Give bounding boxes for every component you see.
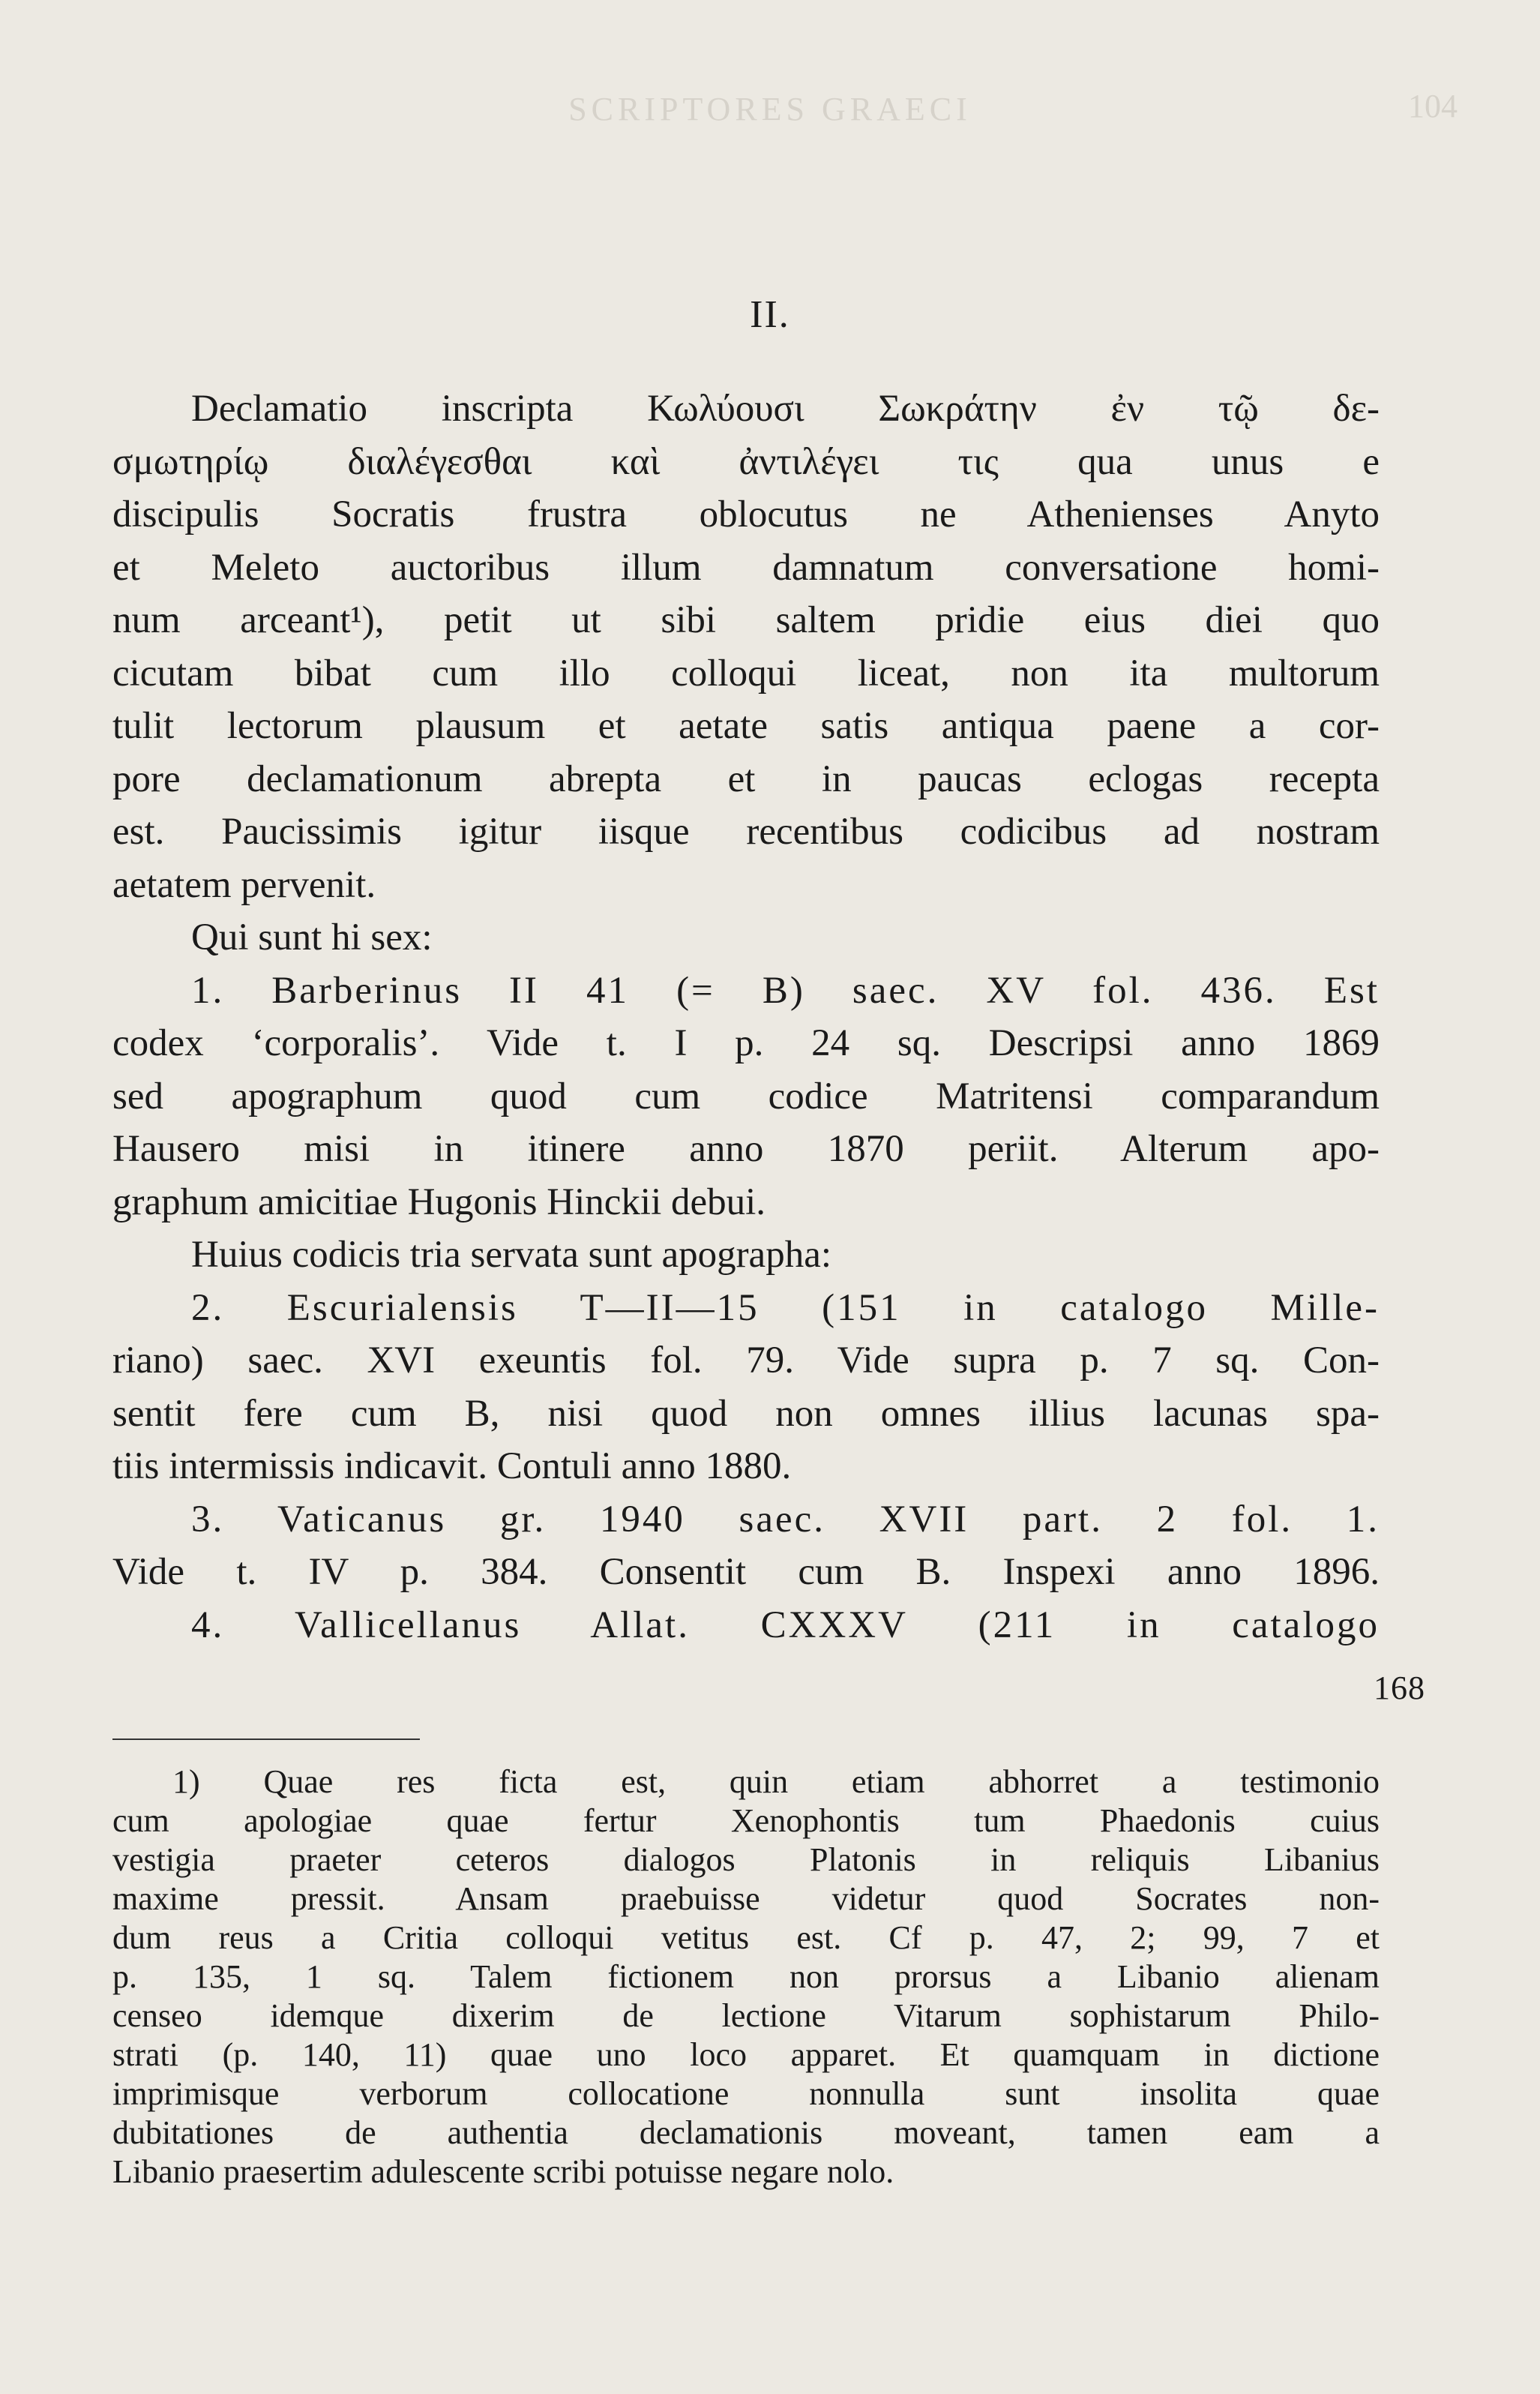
footnote-line: Libanio praesertim adulescente scribi potuisse negare nolo. [112, 2153, 894, 2190]
manuscript-entry: 4. Vallicellanus Allat. CXXXV (211 in catalogo [191, 1604, 1380, 1646]
running-header-bleedthrough: SCRIPTORES GRAECI [568, 91, 972, 128]
manuscript-entry: 1. Barberinus II 41 (= B) saec. XV fol. 436. Est [191, 969, 1380, 1012]
text-line: Hausero misi in itinere anno 1870 periit. Alterum apo- [112, 1128, 1380, 1170]
text-line: sed apographum quod cum codice Matritensi comparandum [112, 1075, 1380, 1118]
footnote-line: dum reus a Critia colloqui vetitus est. Cf p. 47, 2; 99, 7 et [112, 1919, 1380, 1956]
footnote-line: censeo idemque dixerim de lectione Vitarum sophistarum Philo- [112, 1997, 1380, 2034]
footnote-line: dubitationes de authentia declamationis moveant, tamen eam a [112, 2114, 1380, 2151]
text-line: Qui sunt hi sex: [191, 916, 433, 958]
text-line: pore declamationum abrepta et in paucas eclogas recepta [112, 758, 1380, 800]
text-line: codex ‘corporalis’. Vide t. I p. 24 sq. Descripsi anno 1869 [112, 1022, 1380, 1064]
footnote-line: p. 135, 1 sq. Talem fictionem non prorsus a Libanio alienam [112, 1958, 1380, 1995]
text-line: aetatem pervenit. [112, 863, 376, 906]
footnote-line: imprimisque verborum collocatione nonnulla sunt insolita quae [112, 2075, 1380, 2112]
text-line: riano) saec. XVI exeuntis fol. 79. Vide supra p. 7 sq. Con- [112, 1340, 1380, 1382]
text-line: tulit lectorum plausum et aetate satis antiqua paene a cor- [112, 705, 1380, 747]
footnote-line: strati (p. 140, 11) quae uno loco apparet. Et quamquam in dictione [112, 2036, 1380, 2073]
text-line: σμωτηρίῳ διαλέγεσθαι καὶ ἀντιλέγει τις qua unus e [112, 440, 1380, 483]
text-line: sentit fere cum B, nisi quod non omnes illius lacunas spa- [112, 1392, 1380, 1435]
footnote-divider [112, 1738, 420, 1740]
text-line: Declamatio inscripta Κωλύουσι Σωκράτην ἐν τῷ δε- [191, 388, 1380, 430]
footnote-line: 1) Quae res ficta est, quin etiam abhorret a testimonio [172, 1763, 1380, 1800]
text-line: cicutam bibat cum illo colloqui liceat, non ita multorum [112, 652, 1380, 694]
footnote-line: maxime pressit. Ansam praebuisse videtur quod Socrates non- [112, 1880, 1380, 1917]
footnote-line: vestigia praeter ceteros dialogos Platonis in reliquis Libanius [112, 1841, 1380, 1878]
text-line: Huius codicis tria servata sunt apographa: [191, 1234, 832, 1276]
text-line: num arceant¹), petit ut sibi saltem pridie eius diei quo [112, 599, 1380, 641]
margin-page-number: 168 [1374, 1670, 1425, 1706]
text-line: est. Paucissimis igitur iisque recentibus codicibus ad nostram [112, 811, 1380, 853]
manuscript-entry: 2. Escurialensis T—II—15 (151 in catalogo Mille- [191, 1286, 1380, 1329]
manuscript-entry: 3. Vaticanus gr. 1940 saec. XVII part. 2 fol. 1. [191, 1498, 1380, 1540]
page-number-bleedthrough: 104 [1408, 88, 1458, 124]
footnotes [112, 1762, 1380, 2192]
text-line: discipulis Socratis frustra oblocutus ne Athenienses Anyto [112, 494, 1380, 536]
text-line: et Meleto auctoribus illum damnatum conversatione homi- [112, 546, 1380, 589]
text-line: tiis intermissis indicavit. Contuli anno 1880. [112, 1445, 792, 1487]
text-line: graphum amicitiae Hugonis Hinckii debui. [112, 1180, 766, 1223]
section-heading: II. [750, 293, 790, 336]
footnote-line: cum apologiae quae fertur Xenophontis tum Phaedonis cuius [112, 1802, 1380, 1839]
main-text [112, 382, 1380, 1652]
text-line: Vide t. IV p. 384. Consentit cum B. Inspexi anno 1896. [112, 1551, 1380, 1593]
